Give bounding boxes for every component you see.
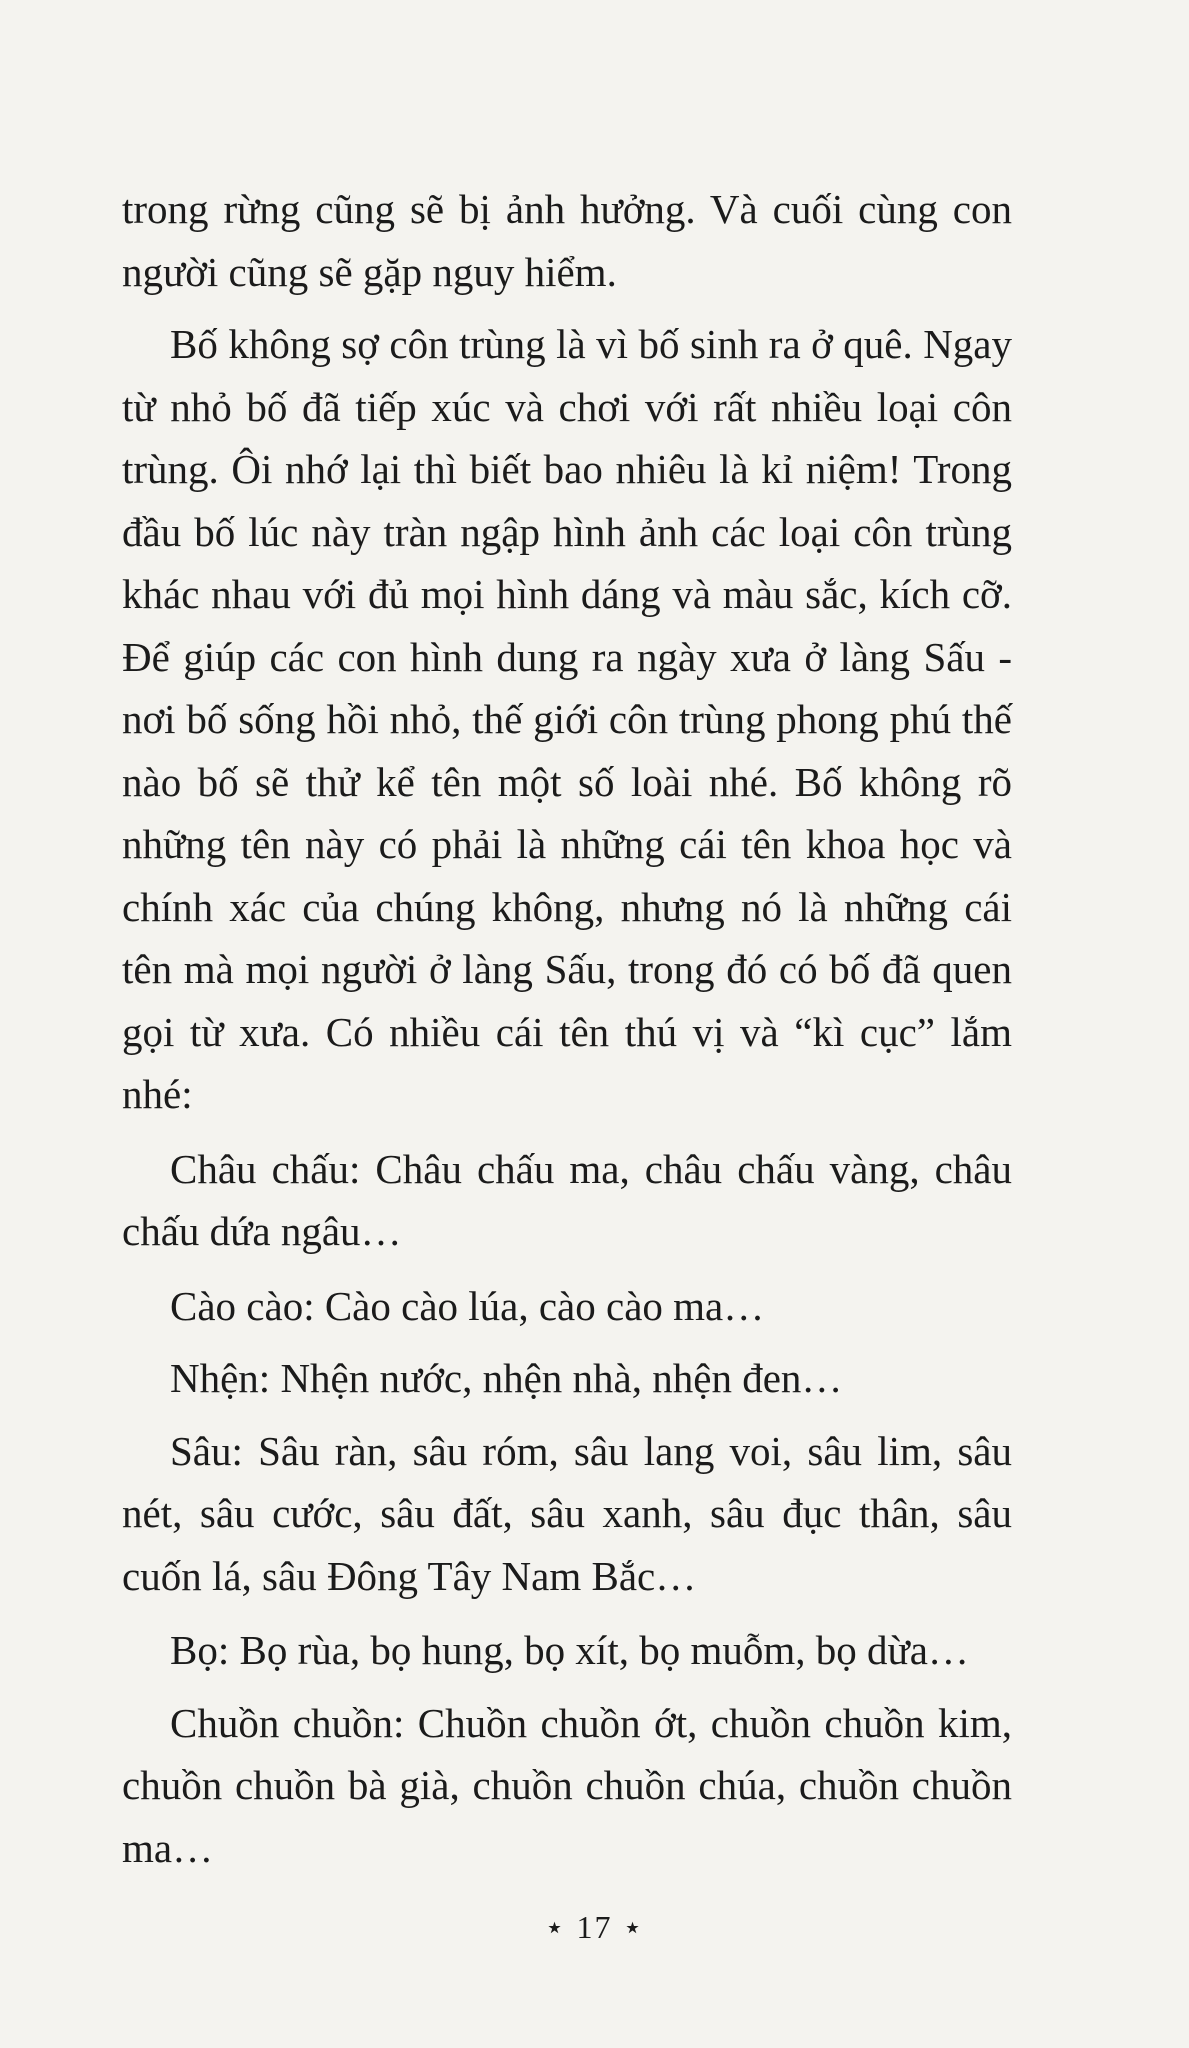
page-body — [122, 178, 1012, 1879]
list-item-chau-chau: Châu chấu: Châu chấu ma, châu chấu vàng, châu chấu dứa ngâu… — [122, 1145, 1012, 1254]
list-item-bo: Bọ: Bọ rùa, bọ hung, bọ xít, bọ muỗm, bọ dừa… — [170, 1627, 969, 1673]
list-item-chuon-chuon: Chuồn chuồn: Chuồn chuồn ớt, chuồn chuồn kim, chuồn chuồn bà già, chuồn chuồn chúa, chuồn chuồn ma… — [122, 1699, 1012, 1871]
list-item-nhen: Nhện: Nhện nước, nhện nhà, nhện đen… — [170, 1355, 843, 1401]
paragraph-insect-memories: Bố không sợ côn trùng là vì bố sinh ra ở quê. Ngay từ nhỏ bố đã tiếp xúc và chơi với rất nhiều loại côn trùng. Ôi nhớ lại thì biết bao nhiêu là kỉ niệm! Trong đầu bố lúc này tràn ngập hình ảnh các loại côn trùng khác nhau với đủ mọi hình dáng và màu sắc, kích cỡ. Để giúp các con hình dung ra ngày xưa ở làng Sấu - nơi bố sống hồi nhỏ, thế giới côn trùng phong phú thế nào bố sẽ thử kể tên một số loài nhé. Bố không rõ những tên này có phải là những cái tên khoa học và chính xác của chúng không, nhưng nó là những cái tên mà mọi người ở làng Sấu, trong đó có bố đã quen gọi từ xưa. Có nhiều cái tên thú vị và “kì cục” lắm nhé: — [122, 321, 1012, 1117]
list-item-cao-cao: Cào cào: Cào cào lúa, cào cào ma… — [170, 1282, 765, 1329]
list-item-sau: Sâu: Sâu ràn, sâu róm, sâu lang voi, sâu lim, sâu nét, sâu cước, sâu đất, sâu xanh, sâu đục thân, sâu cuốn lá, sâu Đông Tây Nam Bắc… — [122, 1427, 1012, 1599]
page-number: ⋆ 17 ⋆ — [544, 1909, 645, 1945]
paragraph-continuation: trong rừng cũng sẽ bị ảnh hưởng. Và cuối cùng con người cũng sẽ gặp nguy hiểm. — [122, 186, 1012, 295]
